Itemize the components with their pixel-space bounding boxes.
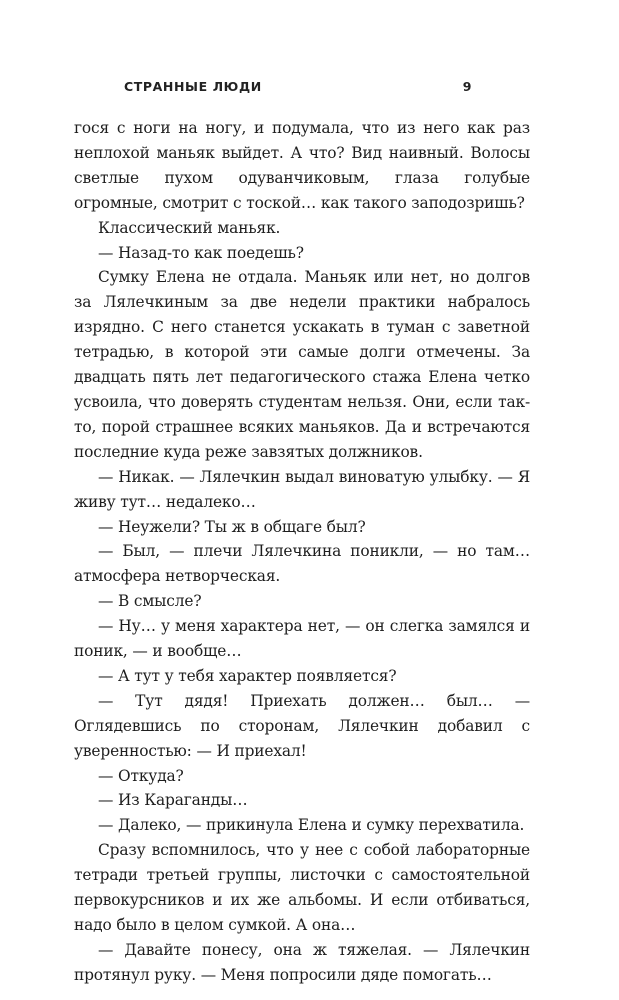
- paragraph: Сумку Елена не отдала. Маньяк или нет, но долгов за Лялечкиным за две недели практики набралось изрядно. С него станется ускакать в туман с заветной тетрадью, в которой эти самые долги отмечены. За двадцать пять лет педагогического стажа Елена четко усвоила, что доверять студентам нельзя. Они, если так-то, порой страшнее всяких маньяков. Да и встречаются последние куда реже завзятых должников.: [74, 268, 530, 461]
- paragraph: — Назад-то как поедешь?: [98, 243, 304, 262]
- paragraph: — Был, — плечи Лялечкина поникли, — но там… атмосфера нетворческая.: [74, 542, 530, 586]
- paragraph: — Никак. — Лялечкин выдал виноватую улыбку. — Я живу тут… недалеко…: [74, 467, 530, 511]
- page-number: 9: [462, 79, 472, 94]
- paragraph: Классический маньяк.: [98, 218, 281, 237]
- running-head: [124, 79, 472, 99]
- paragraph: гося с ноги на ногу, и подумала, что из него как раз неплохой маньяк выйдет. А что? Вид наивный. Волосы светлые пухом одуванчиковым, глаза голубые огромные, смотрит с тоской… как такого заподозришь?: [74, 119, 530, 212]
- paragraph: — Ну… у меня характера нет, — он слегка замялся и поник, — и вообще…: [74, 617, 530, 661]
- paragraph: — Неужели? Ты ж в общаге был?: [98, 517, 366, 536]
- paragraph: — Из Караганды…: [98, 791, 248, 810]
- paragraph: — Далеко, — прикинула Елена и сумку перехватила.: [98, 816, 525, 835]
- body-text: [74, 116, 530, 988]
- paragraph: Сразу вспомнилось, что у нее с собой лабораторные тетради третьей группы, листочки с самостоятельной первокурсников и их же альбомы. И если отбиваться, надо было в целом сумкой. А она…: [74, 841, 530, 934]
- paragraph: — В смысле?: [98, 592, 202, 611]
- running-title: СТРАННЫЕ ЛЮДИ: [124, 79, 262, 94]
- paragraph: — Давайте понесу, она ж тяжелая. — Лялечкин протянул руку. — Меня попросили дяде помогать…: [74, 940, 530, 984]
- paragraph: — А тут у тебя характер появляется?: [98, 666, 397, 685]
- paragraph: — Откуда?: [98, 766, 184, 785]
- paragraph: — Тут дядя! Приехать должен… был… — Оглядевшись по сторонам, Лялечкин добавил с уверенностью: — И приехал!: [74, 691, 530, 760]
